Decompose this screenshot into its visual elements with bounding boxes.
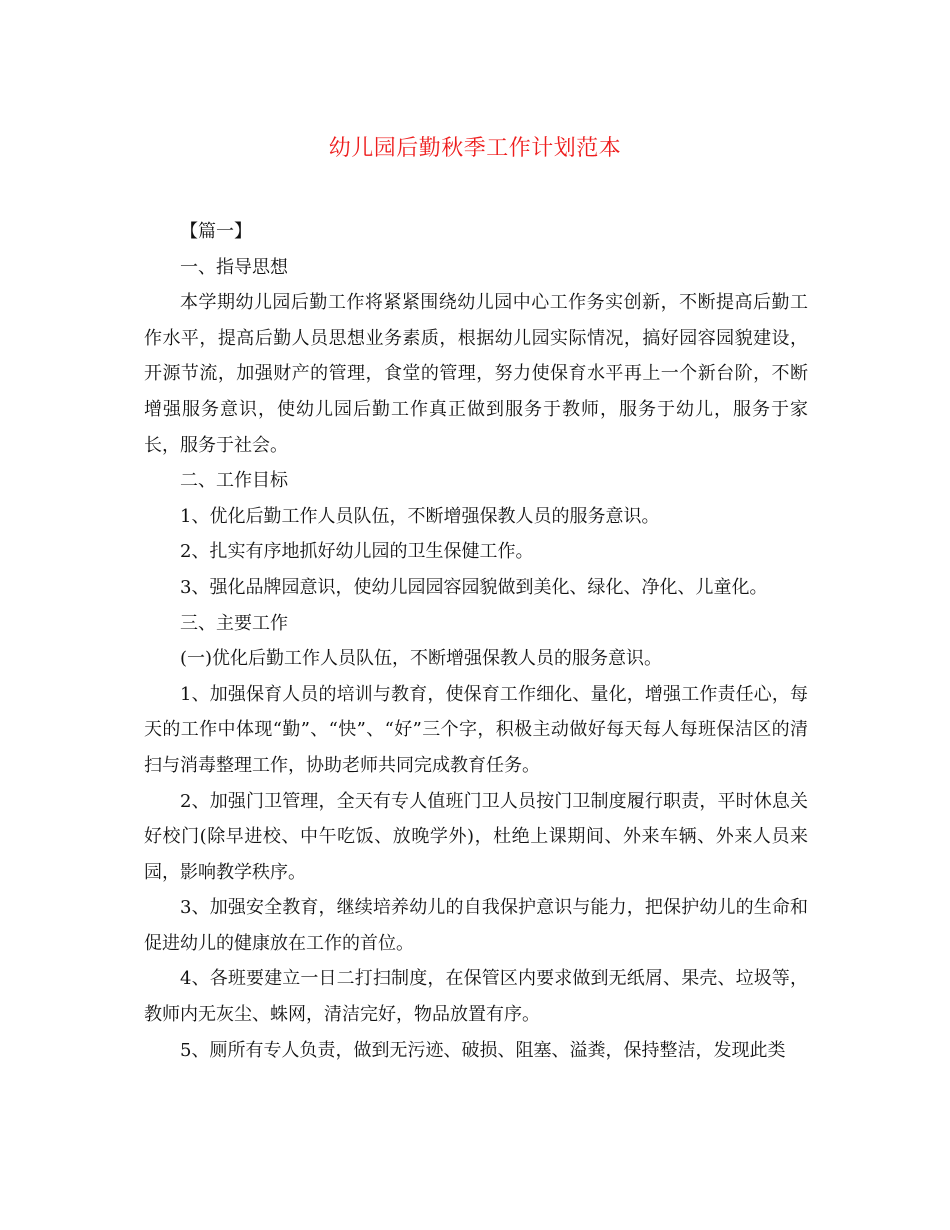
work-item-2: 2、加强门卫管理，全天有专人值班门卫人员按门卫制度履行职责，平时休息关好校门(除早进校、中午吃饭、放晚学外)，杜绝上课期间、外来车辆、外来人员来园，影响教学秩序。 [144,790,808,883]
heading-main-work: 三、主要工作 [180,612,288,634]
heading-work-goals: 二、工作目标 [180,470,288,492]
document-title: 幼儿园后勤秋季工作计划范本 [328,136,622,161]
goal-item-3: 3、强化品牌园意识，使幼儿园园容园貌做到美化、绿化、净化、儿童化。 [180,576,768,598]
goal-item-1: 1、优化后勤工作人员队伍，不断增强保教人员的服务意识。 [180,505,660,527]
work-item-1: 1、加强保育人员的培训与教育，使保育工作细化、量化，增强工作责任心，每天的工作中体现“勤”、“快”、“好”三个字，积极主动做好每天每人每班保洁区的清扫与消毒整理工作，协助老师共同完成教育任务。 [144,683,808,776]
subheading-optimize-staff: (一)优化后勤工作人员队伍，不断增强保教人员的服务意识。 [180,648,663,670]
goal-item-2: 2、扎实有序地抓好幼儿园的卫生保健工作。 [180,541,534,563]
work-item-3: 3、加强安全教育，继续培养幼儿的自我保护意识与能力，把保护幼儿的生命和促进幼儿的健康放在工作的首位。 [144,897,808,954]
work-item-5: 5、厕所有专人负责，做到无污迹、破损、阻塞、溢粪，保持整洁，发现此类 [180,1039,786,1061]
work-item-4: 4、各班要建立一日二打扫制度，在保管区内要求做到无纸屑、果壳、垃圾等，教师内无灰尘、蛛网，清洁完好，物品放置有序。 [144,968,808,1026]
heading-guiding-thought: 一、指导思想 [180,256,288,278]
paragraph-guiding-thought: 本学期幼儿园后勤工作将紧紧围绕幼儿园中心工作务实创新，不断提高后勤工作水平，提高后勤人员思想业务素质，根据幼儿园实际情况，搞好园容园貌建设，开源节流，加强财产的管理，食堂的管理，努力使保育水平再上一个新台阶，不断增强服务意识，使幼儿园后勤工作真正做到服务于教师，服务于幼儿，服务于家长，服务于社会。 [144,292,808,456]
document-body [144,214,808,1068]
section-heading-part-one: 【篇一】 [180,221,252,242]
